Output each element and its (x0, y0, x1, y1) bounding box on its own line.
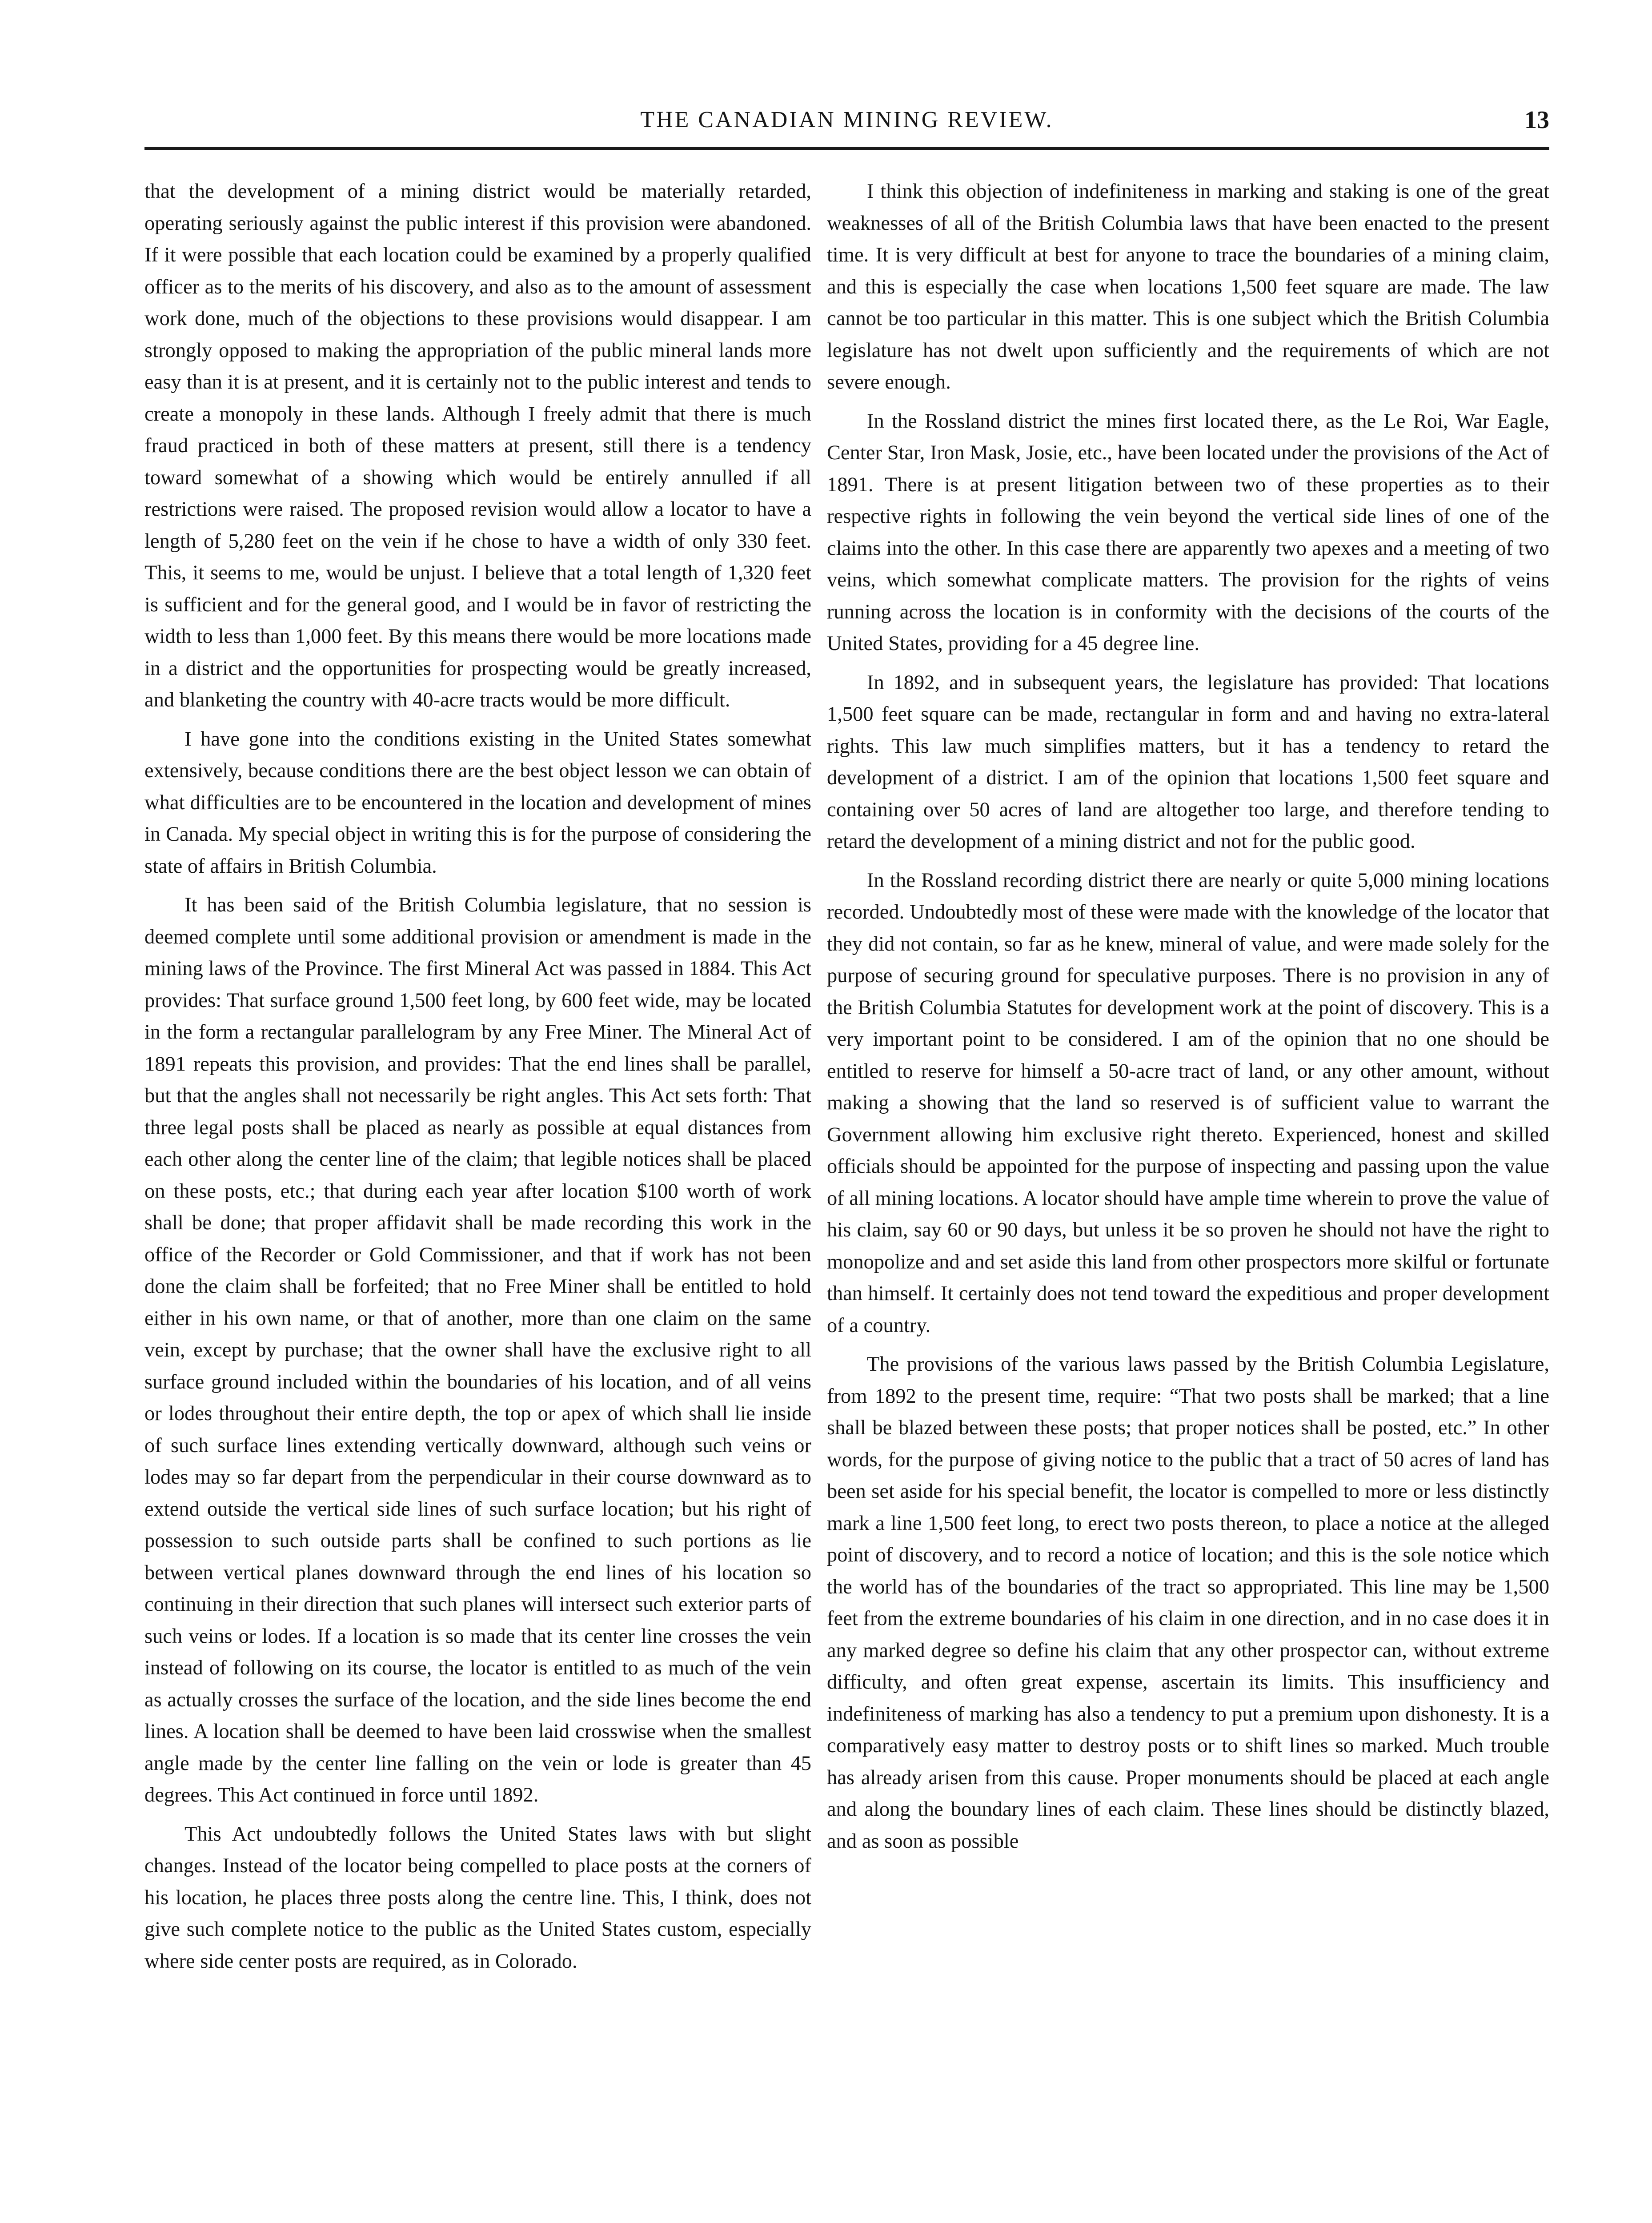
paragraph: In the Rossland recording district there are nearly or quite 5,000 mining locations recorded. Undoubtedly most of these were made with the knowledge of the locator that they did not contain, so far as he knew, mineral of value, and were made solely for the purpose of securing ground for speculative purposes. There is no provision in any of the British Columbia Statutes for development work at the point of discovery. This is a very important point to be considered. I am of the opinion that no one should be entitled to reserve for himself a 50-acre tract of land, or any other amount, without making a showing that the land so reserved is of sufficient value to warrant the Government allowing him exclusive right thereto. Experienced, honest and skilled officials should be appointed for the purpose of inspecting and passing upon the value of all mining locations. A locator should have ample time wherein to prove the value of his claim, say 60 or 90 days, but unless it be so proven he should not have the right to monopolize and and set aside this land from other prospectors more skilful or fortunate than himself. It certainly does not tend toward the expeditious and proper development of a country. (827, 869, 1549, 1337)
page-number: 13 (1524, 106, 1549, 134)
paragraph: I have gone into the conditions existing in the United States somewhat extensively, because conditions there are the best object lesson we can obtain of what difficulties are to be encountered in the location and development of mines in Canada. My special object in writing this is for the purpose of considering the state of affairs in British Columbia. (144, 727, 811, 878)
journal-title: THE CANADIAN MINING REVIEW. (640, 107, 1054, 132)
left-column (144, 176, 811, 1984)
running-header (144, 102, 1549, 138)
paragraph: In the Rossland district the mines first located there, as the Le Roi, War Eagle, Center Star, Iron Mask, Josie, etc., have been located under the provisions of the Act of 1891. There is at present litigation between two of these properties as to their respective rights in following the vein beyond the vertical side lines of one of the claims into the other. In this case there are apparently two apexes and a meeting of two veins, which somewhat complicate matters. The provision for the rights of veins running across the location is in conformity with the decisions of the courts of the United States, providing for a 45 degree line. (827, 409, 1549, 655)
paragraph: It has been said of the British Columbia legislature, that no session is deemed complete until some additional provision or amendment is made in the mining laws of the Province. The first Mineral Act was passed in 1884. This Act provides: That surface ground 1,500 feet long, by 600 feet wide, may be located in the form a rectangular parallelogram by any Free Miner. The Mineral Act of 1891 repeats this provision, and provides: That the end lines shall be parallel, but that the angles shall not necessarily be right angles. This Act sets forth: That three legal posts shall be placed as nearly as possible at equal distances from each other along the center line of the claim; that legible notices shall be placed on these posts, etc.; that during each year after location $100 worth of work shall be done; that proper affidavit shall be made recording this work in the office of the Recorder or Gold Commissioner, and that if work has not been done the claim shall be forfeited; that no Free Miner shall be entitled to hold either in his own name, or that of another, more than one claim on the same vein, except by purchase; that the owner shall have the exclusive right to all surface ground included within the boundaries of his location, and of all veins or lodes throughout their entire depth, the top or apex of which shall lie inside of such surface lines extending vertically downward, although such veins or lodes may so far depart from the perpendicular in their course downward as to extend outside the vertical side lines of such surface location; but his right of possession to such outside parts shall be confined to such portions as lie between vertical planes downward through the end lines of his location so continuing in their direction that such planes will intersect such exterior parts of such veins or lodes. If a location is so made that its center line crosses the vein instead of following on its course, the locator is entitled to as much of the vein as actually crosses the surface of the location, and the side lines become the end lines. A location shall be deemed to have been laid crosswise when the smallest angle made by the center line falling on the vein or lode is greater than 45 degrees. This Act continued in force until 1892. (144, 894, 811, 1806)
paragraph: I think this objection of indefiniteness in marking and staking is one of the great weaknesses of all of the British Columbia laws that have been enacted to the present time. It is very difficult at best for anyone to trace the boundaries of a mining claim, and this is especially the case when locations 1,500 feet square are made. The law cannot be too particular in this matter. This is one subject which the British Columbia legislature has not dwelt upon sufficiently and the requirements of which are not severe enough. (827, 180, 1549, 393)
header-rule (144, 147, 1549, 150)
right-column (827, 176, 1549, 1864)
paragraph: This Act undoubtedly follows the United States laws with but slight changes. Instead of the locator being compelled to place posts at the corners of his location, he places three posts along the centre line. This, I think, does not give such complete notice to the public as the United States custom, especially where side center posts are required, as in Colorado. (144, 1822, 811, 1973)
paragraph: The provisions of the various laws passed by the British Columbia Legislature, from 1892 to the present time, require: “That two posts shall be marked; that a line shall be blazed between these posts; that proper notices shall be posted, etc.” In other words, for the purpose of giving notice to the public that a tract of 50 acres of land has been set aside for his special benefit, the locator is compelled to more or less distinctly mark a line 1,500 feet long, to erect two posts thereon, to place a notice at the alleged point of discovery, and to record a notice of location; and this is the sole notice which the world has of the boundaries of the tract so appropriated. This line may be 1,500 feet from the extreme boundaries of his claim in one direction, and in no case does it in any marked degree so define his claim that any other prospector can, without extreme difficulty, and often great expense, ascertain its limits. This insufficiency and indefiniteness of marking has also a tendency to put a premium upon dishonesty. It is a comparatively easy matter to destroy posts or to shift lines so marked. Much trouble has already arisen from this cause. Proper monuments should be placed at each angle and along the boundary lines of each claim. These lines should be distinctly blazed, and as soon as possible (827, 1353, 1549, 1853)
paragraph: that the development of a mining district would be materially retarded, operating seriously against the public interest if this provision were abandoned. If it were possible that each location could be examined by a properly qualified officer as to the merits of his discovery, and also as to the amount of assessment work done, much of the objections to these provisions would disappear. I am strongly opposed to making the appropriation of the public mineral lands more easy than it is at present, and it is certainly not to the public interest and tends to create a monopoly in these lands. Although I freely admit that there is much fraud practiced in both of these matters at present, still there is a tendency toward somewhat of a showing which would be entirely annulled if all restrictions were raised. The proposed revision would allow a locator to have a length of 5,280 feet on the vein if he chose to have a width of only 330 feet. This, it seems to me, would be unjust. I believe that a total length of 1,320 feet is sufficient and for the general good, and I would be in favor of restricting the width to less than 1,000 feet. By this means there would be more locations made in a district and the opportunities for prospecting would be greatly increased, and blanketing the country with 40-acre tracts would be more difficult. (144, 180, 811, 711)
paragraph: In 1892, and in subsequent years, the legislature has provided: That locations 1,500 feet square can be made, rectangular in form and and having no extra-lateral rights. This law much simplifies matters, but it has a tendency to retard the development of a district. I am of the opinion that locations 1,500 feet square and containing over 50 acres of land are altogether too large, and therefore tending to retard the development of a mining district and not for the public good. (827, 671, 1549, 853)
